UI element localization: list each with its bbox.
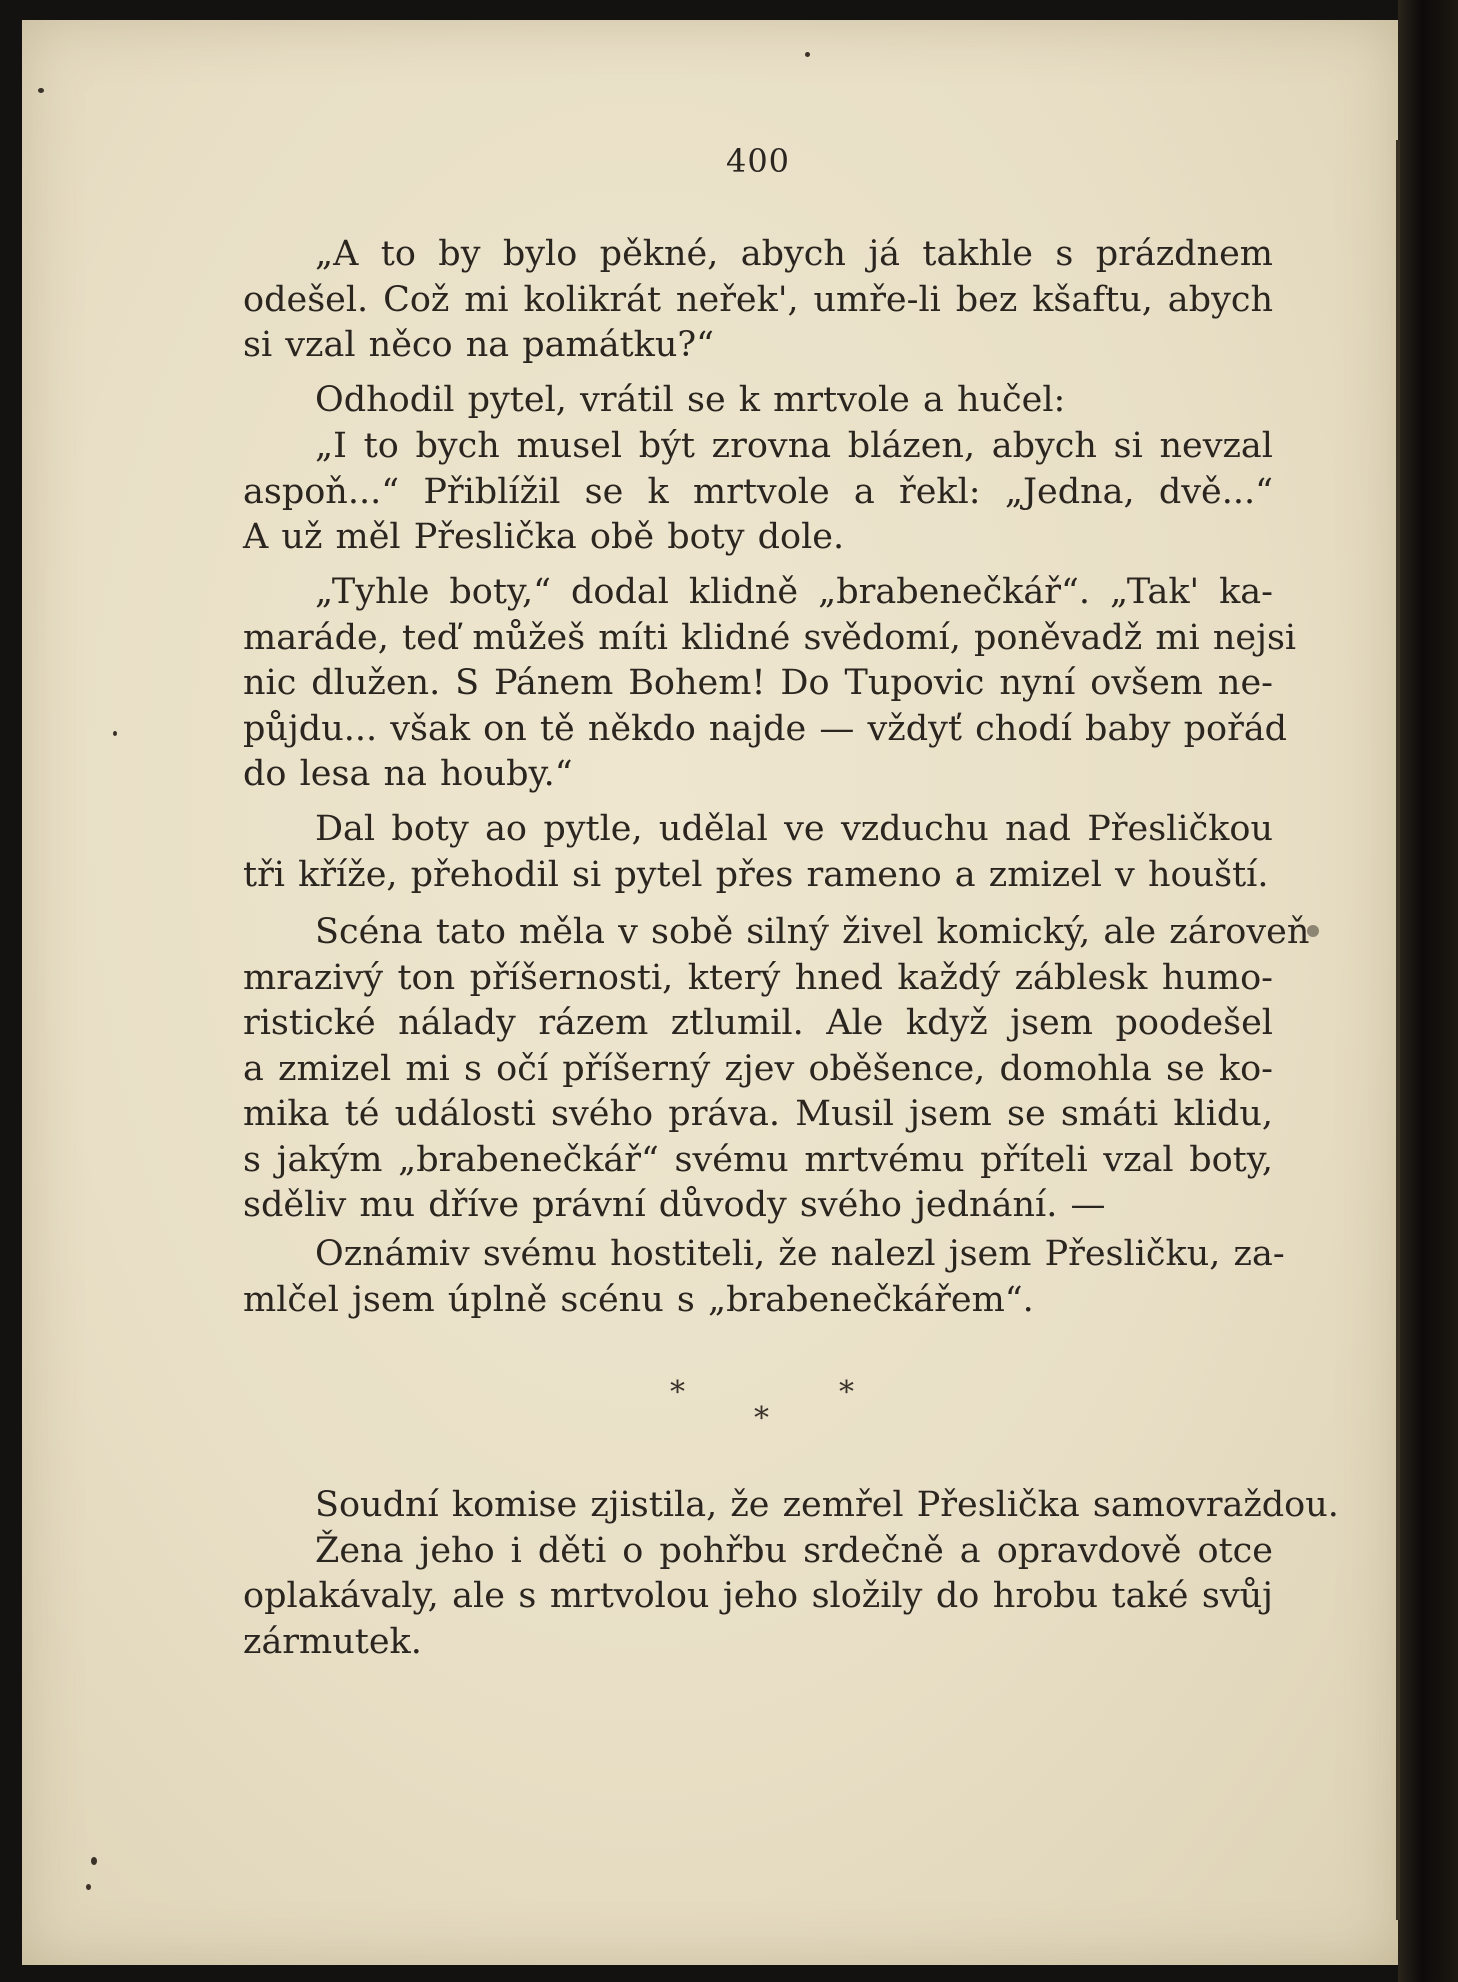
paper-speck bbox=[91, 1857, 97, 1865]
text-line: půjdu... však on tě někdo najde — vždyť chodí baby pořád bbox=[243, 708, 1288, 749]
text-line: Žena jeho i děti o pohřbu srdečně a opravdově otce bbox=[315, 1530, 1273, 1571]
paper-speck bbox=[805, 52, 810, 57]
text-line: zármutek. bbox=[243, 1621, 422, 1662]
text-line: „A to by bylo pěkné, abych já takhle s prázdnem bbox=[315, 234, 1273, 274]
text-line: mrazivý ton příšernosti, který hned každý záblesk humo- bbox=[243, 957, 1273, 998]
text-line: tři kříže, přehodil si pytel přes rameno a zmizel v houští. bbox=[243, 854, 1269, 895]
section-separator bbox=[243, 1375, 1273, 1445]
text-line: Soudní komise zjistila, že zemřel Přeslička samovraždou. bbox=[315, 1485, 1339, 1525]
paper-speck bbox=[113, 731, 117, 736]
book-binding-edge bbox=[1398, 0, 1458, 1982]
paragraph bbox=[243, 424, 1273, 561]
paper-speck bbox=[38, 88, 44, 93]
text-line: Oznámiv svému hostiteli, že nalezl jsem Přesličku, za- bbox=[315, 1234, 1285, 1274]
text-line: mika té události svého práva. Musil jsem se smáti klidu, bbox=[243, 1094, 1273, 1134]
text-line: A už měl Přeslička obě boty dole. bbox=[243, 517, 845, 557]
text-line: maráde, teď můžeš míti klidné svědomí, poněvadž mi nejsi bbox=[243, 617, 1297, 658]
paragraph bbox=[243, 1483, 1339, 1665]
text-line: si vzal něco na památku?“ bbox=[243, 325, 715, 365]
paragraph bbox=[243, 807, 1273, 898]
text-line: „Tyhle boty,“ dodal klidně „brabenečkář“. „Tak' ka- bbox=[315, 572, 1273, 612]
paragraph bbox=[243, 910, 1310, 1229]
text-line: a zmizel mi s očí příšerný zjev oběšence, domohla se ko- bbox=[243, 1048, 1273, 1089]
text-line: aspoň...“ Přiblížil se k mrtvole a řekl: „Jedna, dvě...“ bbox=[243, 471, 1273, 512]
text-line: Scéna tato měla v sobě silný živel komický, ale zároveň bbox=[315, 912, 1310, 952]
paragraph bbox=[243, 1232, 1285, 1323]
paragraph bbox=[243, 378, 1273, 424]
text-line: sděliv mu dříve právní důvody svého jednání. — bbox=[243, 1185, 1106, 1225]
text-line: mlčel jsem úplně scénu s „brabenečkářem“. bbox=[243, 1279, 1034, 1320]
text-line: „I to bych musel být zrovna blázen, abych si nevzal bbox=[315, 426, 1273, 466]
paper-speck bbox=[86, 1884, 91, 1890]
separator-asterisk: * bbox=[839, 1375, 854, 1410]
text-line: Dal boty ao pytle, udělal ve vzduchu nad Přesličkou bbox=[315, 809, 1273, 849]
text-line: ristické nálady rázem ztlumil. Ale když jsem poodešel bbox=[243, 1003, 1273, 1043]
page-edge-shadow bbox=[1396, 140, 1400, 1920]
paragraph bbox=[243, 570, 1297, 798]
separator-asterisk: * bbox=[754, 1401, 769, 1436]
text-line: odešel. Což mi kolikrát neřek', umře-li bez kšaftu, abych bbox=[243, 279, 1273, 320]
text-line: oplakávaly, ale s mrtvolou jeho složily do hrobu také svůj bbox=[243, 1576, 1273, 1616]
paragraph bbox=[243, 232, 1273, 369]
text-line: s jakým „brabenečkář“ svému mrtvému příteli vzal boty, bbox=[243, 1139, 1273, 1180]
text-line: nic dlužen. S Pánem Bohem! Do Tupovic nyní ovšem ne- bbox=[243, 663, 1273, 703]
text-line: Odhodil pytel, vrátil se k mrtvole a hučel: bbox=[315, 380, 1066, 420]
separator-asterisk: * bbox=[670, 1375, 685, 1410]
text-line: do lesa na houby.“ bbox=[243, 754, 573, 794]
page-number: 400 bbox=[725, 142, 791, 180]
